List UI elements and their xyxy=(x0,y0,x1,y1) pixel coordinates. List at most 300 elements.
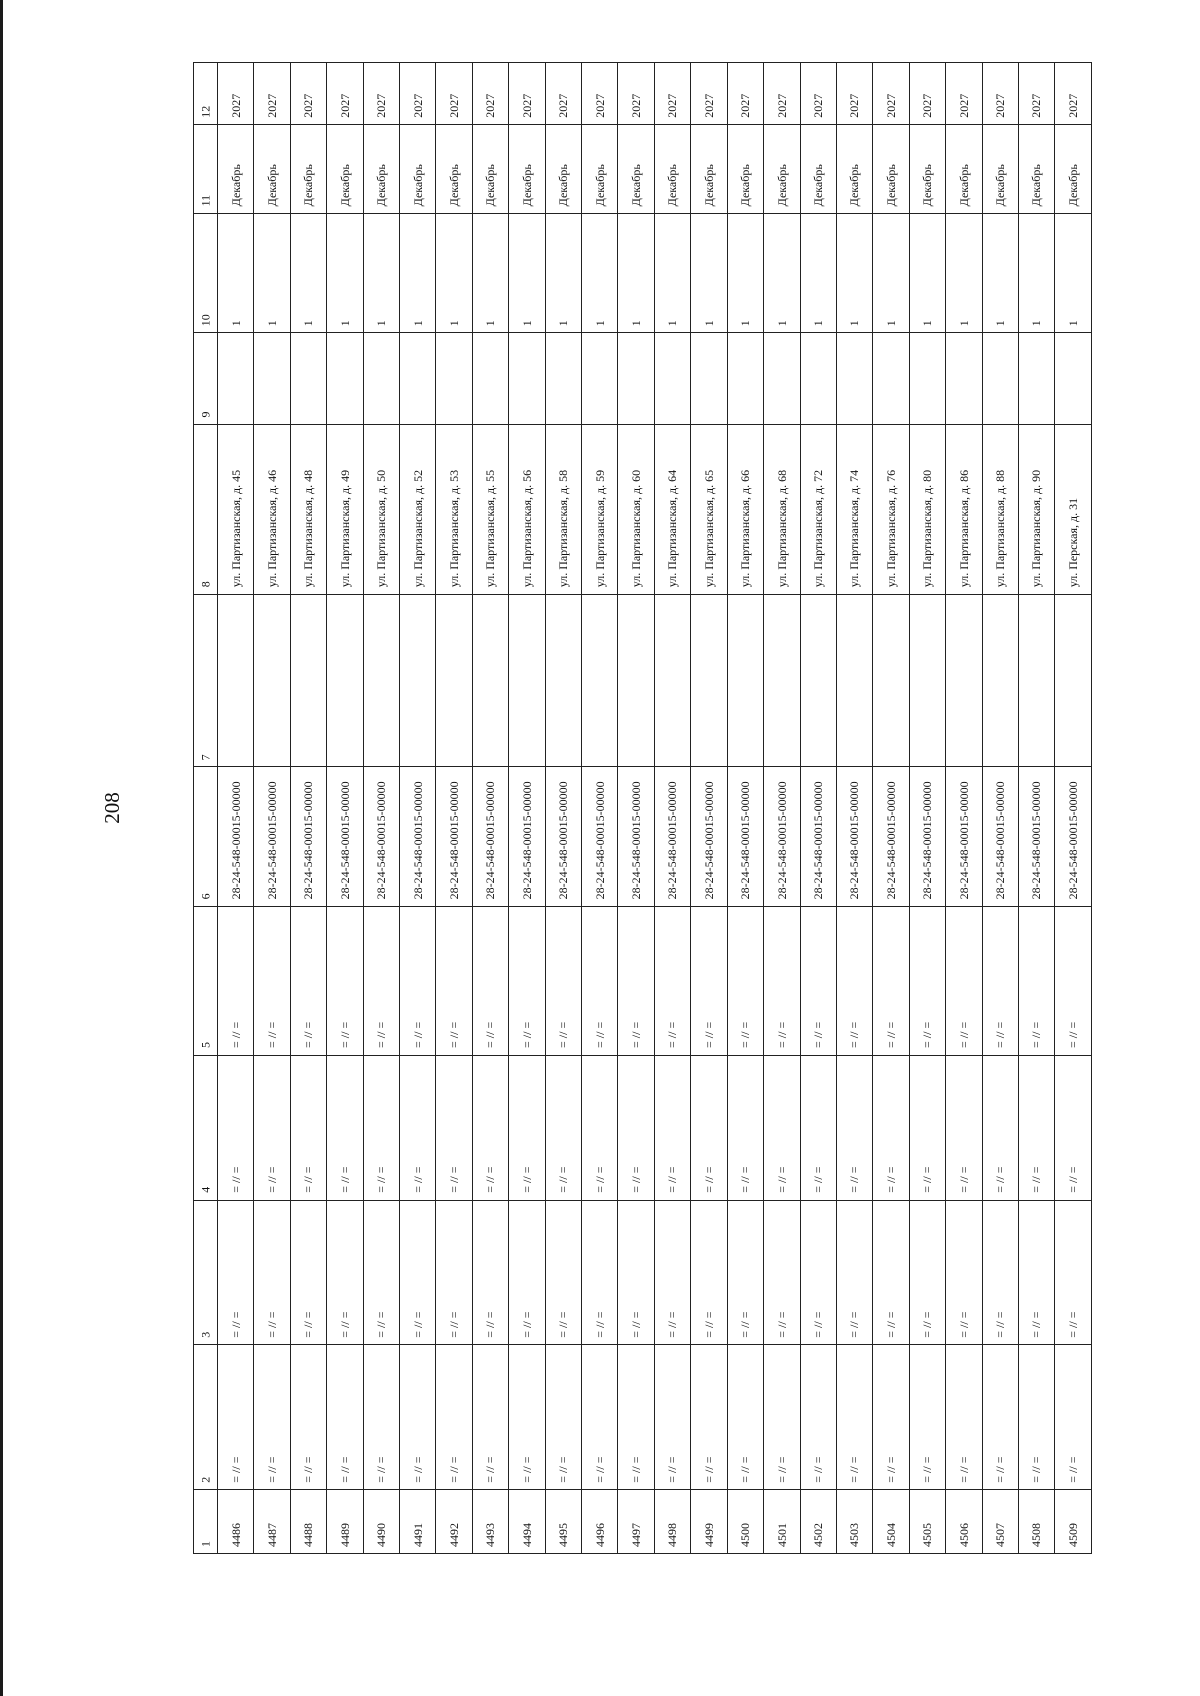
table-cell-c9 xyxy=(618,333,654,425)
table-cell-c2: = // = xyxy=(509,1345,545,1490)
table-cell-c11: Декабрь xyxy=(654,124,690,213)
table-cell-c8: ул. Партизанская, д. 45 xyxy=(218,424,254,594)
table-cell-c6: 28-24-548-00015-00000 xyxy=(764,767,800,906)
table-cell-c10: 1 xyxy=(691,214,727,333)
table-cell-c9 xyxy=(1018,333,1054,425)
table-cell-c9 xyxy=(946,333,982,425)
table-cell-c9 xyxy=(800,333,836,425)
table-cell-c11: Декабрь xyxy=(545,124,581,213)
table-cell-c4: = // = xyxy=(436,1055,472,1200)
table-cell-c10: 1 xyxy=(1055,214,1091,333)
table-field-band-5 xyxy=(194,906,1092,1055)
table-cell-c11: Декабрь xyxy=(363,124,399,213)
table-cell-c1: 4489 xyxy=(327,1490,363,1554)
table-cell-c7 xyxy=(545,595,581,767)
table-cell-c5: = // = xyxy=(1055,906,1091,1055)
column-header: 3 xyxy=(194,1200,218,1345)
table-cell-c2: = // = xyxy=(654,1345,690,1490)
table-field-band-10 xyxy=(194,214,1092,333)
table-cell-c8: ул. Партизанская, д. 72 xyxy=(800,424,836,594)
table-cell-c8: ул. Партизанская, д. 60 xyxy=(618,424,654,594)
table-cell-c1: 4501 xyxy=(764,1490,800,1554)
table-cell-c2: = // = xyxy=(472,1345,508,1490)
table-cell-c6: 28-24-548-00015-00000 xyxy=(909,767,945,906)
table-cell-c9 xyxy=(472,333,508,425)
table-cell-c5: = // = xyxy=(873,906,909,1055)
table-cell-c7 xyxy=(873,595,909,767)
table-cell-c8: ул. Партизанская, д. 74 xyxy=(836,424,872,594)
table-cell-c4: = // = xyxy=(327,1055,363,1200)
table-cell-c2: = // = xyxy=(218,1345,254,1490)
table-cell-c8: ул. Партизанская, д. 90 xyxy=(1018,424,1054,594)
table-cell-c9 xyxy=(873,333,909,425)
table-cell-c1: 4499 xyxy=(691,1490,727,1554)
table-cell-c2: = // = xyxy=(363,1345,399,1490)
table-cell-c9 xyxy=(363,333,399,425)
table-cell-c7 xyxy=(654,595,690,767)
table-cell-c8: ул. Партизанская, д. 76 xyxy=(873,424,909,594)
table-cell-c3: = // = xyxy=(654,1200,690,1345)
table-cell-c1: 4507 xyxy=(982,1490,1018,1554)
table-cell-c6: 28-24-548-00015-00000 xyxy=(545,767,581,906)
table-cell-c11: Декабрь xyxy=(1018,124,1054,213)
table-cell-c4: = // = xyxy=(654,1055,690,1200)
table-cell-c5: = // = xyxy=(1018,906,1054,1055)
table-cell-c4: = // = xyxy=(400,1055,436,1200)
column-header: 2 xyxy=(194,1345,218,1490)
table-cell-c3: = // = xyxy=(254,1200,290,1345)
table-cell-c5: = // = xyxy=(509,906,545,1055)
table-cell-c5: = // = xyxy=(946,906,982,1055)
table-cell-c7 xyxy=(472,595,508,767)
table-cell-c12: 2027 xyxy=(218,63,254,125)
table-cell-c8: ул. Партизанская, д. 53 xyxy=(436,424,472,594)
table-cell-c8: ул. Партизанская, д. 56 xyxy=(509,424,545,594)
table-cell-c11: Декабрь xyxy=(218,124,254,213)
table-cell-c3: = // = xyxy=(582,1200,618,1345)
table-cell-c5: = // = xyxy=(800,906,836,1055)
column-header: 12 xyxy=(194,63,218,125)
table-cell-c4: = // = xyxy=(1055,1055,1091,1200)
table-cell-c3: = // = xyxy=(509,1200,545,1345)
table-cell-c12: 2027 xyxy=(290,63,326,125)
table-cell-c11: Декабрь xyxy=(400,124,436,213)
table-container xyxy=(193,62,1091,1554)
table-cell-c3: = // = xyxy=(909,1200,945,1345)
table-cell-c12: 2027 xyxy=(654,63,690,125)
table-cell-c8: ул. Партизанская, д. 80 xyxy=(909,424,945,594)
table-cell-c7 xyxy=(800,595,836,767)
table-cell-c7 xyxy=(363,595,399,767)
table-cell-c4: = // = xyxy=(472,1055,508,1200)
table-cell-c6: 28-24-548-00015-00000 xyxy=(363,767,399,906)
table-cell-c2: = // = xyxy=(727,1345,763,1490)
table-field-band-4 xyxy=(194,1055,1092,1200)
table-cell-c6: 28-24-548-00015-00000 xyxy=(509,767,545,906)
table-cell-c1: 4505 xyxy=(909,1490,945,1554)
table-cell-c5: = // = xyxy=(982,906,1018,1055)
table-cell-c10: 1 xyxy=(472,214,508,333)
table-cell-c3: = // = xyxy=(946,1200,982,1345)
table-cell-c7 xyxy=(327,595,363,767)
table-cell-c9 xyxy=(582,333,618,425)
table-cell-c5: = // = xyxy=(545,906,581,1055)
table-cell-c3: = // = xyxy=(327,1200,363,1345)
table-cell-c7 xyxy=(764,595,800,767)
table-cell-c10: 1 xyxy=(764,214,800,333)
table-cell-c6: 28-24-548-00015-00000 xyxy=(982,767,1018,906)
page-number: 208 xyxy=(99,792,124,824)
table-cell-c1: 4487 xyxy=(254,1490,290,1554)
table-cell-c6: 28-24-548-00015-00000 xyxy=(254,767,290,906)
table-cell-c6: 28-24-548-00015-00000 xyxy=(1055,767,1091,906)
table-cell-c2: = // = xyxy=(290,1345,326,1490)
table-cell-c11: Декабрь xyxy=(436,124,472,213)
table-cell-c2: = // = xyxy=(327,1345,363,1490)
table-cell-c10: 1 xyxy=(618,214,654,333)
table-cell-c7 xyxy=(982,595,1018,767)
table-cell-c1: 4500 xyxy=(727,1490,763,1554)
table-cell-c9 xyxy=(290,333,326,425)
table-cell-c7 xyxy=(946,595,982,767)
table-cell-c7 xyxy=(509,595,545,767)
table-cell-c5: = // = xyxy=(582,906,618,1055)
table-cell-c11: Декабрь xyxy=(618,124,654,213)
table-cell-c4: = // = xyxy=(836,1055,872,1200)
table-cell-c10: 1 xyxy=(909,214,945,333)
table-cell-c2: = // = xyxy=(1018,1345,1054,1490)
table-cell-c12: 2027 xyxy=(1018,63,1054,125)
table-cell-c12: 2027 xyxy=(400,63,436,125)
table-cell-c1: 4504 xyxy=(873,1490,909,1554)
table-cell-c6: 28-24-548-00015-00000 xyxy=(582,767,618,906)
table-cell-c4: = // = xyxy=(873,1055,909,1200)
table-cell-c1: 4495 xyxy=(545,1490,581,1554)
table-cell-c6: 28-24-548-00015-00000 xyxy=(1018,767,1054,906)
table-cell-c8: ул. Партизанская, д. 58 xyxy=(545,424,581,594)
table-field-band-2 xyxy=(194,1345,1092,1490)
table-cell-c5: = // = xyxy=(836,906,872,1055)
table-cell-c3: = // = xyxy=(1055,1200,1091,1345)
table-cell-c7 xyxy=(691,595,727,767)
table-cell-c3: = // = xyxy=(400,1200,436,1345)
table-cell-c9 xyxy=(254,333,290,425)
table-cell-c11: Декабрь xyxy=(509,124,545,213)
table-cell-c9 xyxy=(654,333,690,425)
table-cell-c1: 4502 xyxy=(800,1490,836,1554)
table-cell-c1: 4496 xyxy=(582,1490,618,1554)
page-edge-line xyxy=(0,0,3,1696)
table-cell-c3: = // = xyxy=(764,1200,800,1345)
table-cell-c7 xyxy=(618,595,654,767)
table-cell-c10: 1 xyxy=(509,214,545,333)
table-cell-c10: 1 xyxy=(400,214,436,333)
column-header: 6 xyxy=(194,767,218,906)
table-cell-c4: = // = xyxy=(363,1055,399,1200)
table-cell-c9 xyxy=(436,333,472,425)
table-field-band-1 xyxy=(194,1490,1092,1554)
table-cell-c9 xyxy=(509,333,545,425)
table-cell-c1: 4494 xyxy=(509,1490,545,1554)
table-cell-c3: = // = xyxy=(836,1200,872,1345)
table-cell-c12: 2027 xyxy=(727,63,763,125)
table-cell-c2: = // = xyxy=(545,1345,581,1490)
table-cell-c3: = // = xyxy=(218,1200,254,1345)
table-cell-c10: 1 xyxy=(290,214,326,333)
table-cell-c12: 2027 xyxy=(254,63,290,125)
table-cell-c5: = // = xyxy=(436,906,472,1055)
table-cell-c6: 28-24-548-00015-00000 xyxy=(327,767,363,906)
table-cell-c12: 2027 xyxy=(436,63,472,125)
table-cell-c12: 2027 xyxy=(909,63,945,125)
table-cell-c10: 1 xyxy=(800,214,836,333)
table-cell-c1: 4508 xyxy=(1018,1490,1054,1554)
table-cell-c8: ул. Перская, д. 31 xyxy=(1055,424,1091,594)
table-cell-c9 xyxy=(218,333,254,425)
table-cell-c5: = // = xyxy=(691,906,727,1055)
table-cell-c8: ул. Партизанская, д. 65 xyxy=(691,424,727,594)
table-cell-c11: Декабрь xyxy=(836,124,872,213)
table-cell-c9 xyxy=(727,333,763,425)
table-cell-c3: = // = xyxy=(1018,1200,1054,1345)
table-cell-c2: = // = xyxy=(436,1345,472,1490)
table-cell-c2: = // = xyxy=(873,1345,909,1490)
table-field-band-6 xyxy=(194,767,1092,906)
table-cell-c1: 4491 xyxy=(400,1490,436,1554)
table-cell-c4: = // = xyxy=(254,1055,290,1200)
table-cell-c12: 2027 xyxy=(982,63,1018,125)
table-cell-c12: 2027 xyxy=(873,63,909,125)
table-cell-c3: = // = xyxy=(290,1200,326,1345)
table-cell-c3: = // = xyxy=(873,1200,909,1345)
table-cell-c10: 1 xyxy=(836,214,872,333)
table-cell-c4: = // = xyxy=(218,1055,254,1200)
table-cell-c11: Декабрь xyxy=(327,124,363,213)
table-cell-c1: 4493 xyxy=(472,1490,508,1554)
table-cell-c9 xyxy=(836,333,872,425)
table-cell-c3: = // = xyxy=(436,1200,472,1345)
table-cell-c4: = // = xyxy=(545,1055,581,1200)
table-cell-c3: = // = xyxy=(800,1200,836,1345)
table-cell-c5: = // = xyxy=(254,906,290,1055)
table-cell-c1: 4486 xyxy=(218,1490,254,1554)
table-cell-c9 xyxy=(1055,333,1091,425)
table-cell-c10: 1 xyxy=(545,214,581,333)
table-cell-c10: 1 xyxy=(582,214,618,333)
table-cell-c10: 1 xyxy=(436,214,472,333)
table-cell-c2: = // = xyxy=(800,1345,836,1490)
table-cell-c7 xyxy=(254,595,290,767)
table-cell-c10: 1 xyxy=(982,214,1018,333)
table-cell-c11: Декабрь xyxy=(472,124,508,213)
table-cell-c9 xyxy=(327,333,363,425)
table-cell-c4: = // = xyxy=(509,1055,545,1200)
table-cell-c11: Декабрь xyxy=(691,124,727,213)
table-cell-c9 xyxy=(909,333,945,425)
table-cell-c12: 2027 xyxy=(618,63,654,125)
register-table xyxy=(193,62,1092,1554)
table-cell-c11: Декабрь xyxy=(727,124,763,213)
table-cell-c7 xyxy=(727,595,763,767)
table-cell-c6: 28-24-548-00015-00000 xyxy=(691,767,727,906)
table-cell-c10: 1 xyxy=(363,214,399,333)
table-cell-c10: 1 xyxy=(654,214,690,333)
table-cell-c1: 4503 xyxy=(836,1490,872,1554)
table-cell-c7 xyxy=(582,595,618,767)
table-cell-c12: 2027 xyxy=(946,63,982,125)
table-cell-c5: = // = xyxy=(400,906,436,1055)
table-field-band-11 xyxy=(194,124,1092,213)
table-cell-c5: = // = xyxy=(290,906,326,1055)
table-cell-c4: = // = xyxy=(909,1055,945,1200)
table-cell-c12: 2027 xyxy=(800,63,836,125)
table-cell-c1: 4497 xyxy=(618,1490,654,1554)
table-cell-c10: 1 xyxy=(1018,214,1054,333)
table-field-band-3 xyxy=(194,1200,1092,1345)
rotated-table-frame xyxy=(193,62,1091,1554)
table-cell-c11: Декабрь xyxy=(582,124,618,213)
column-header: 5 xyxy=(194,906,218,1055)
table-cell-c12: 2027 xyxy=(1055,63,1091,125)
table-cell-c3: = // = xyxy=(472,1200,508,1345)
table-cell-c12: 2027 xyxy=(327,63,363,125)
table-cell-c3: = // = xyxy=(363,1200,399,1345)
table-cell-c10: 1 xyxy=(327,214,363,333)
table-cell-c1: 4509 xyxy=(1055,1490,1091,1554)
table-cell-c12: 2027 xyxy=(363,63,399,125)
table-cell-c9 xyxy=(982,333,1018,425)
table-cell-c7 xyxy=(836,595,872,767)
table-cell-c8: ул. Партизанская, д. 55 xyxy=(472,424,508,594)
table-cell-c7 xyxy=(1055,595,1091,767)
table-field-band-12 xyxy=(194,63,1092,125)
table-cell-c4: = // = xyxy=(290,1055,326,1200)
table-cell-c4: = // = xyxy=(764,1055,800,1200)
table-cell-c6: 28-24-548-00015-00000 xyxy=(800,767,836,906)
table-cell-c12: 2027 xyxy=(764,63,800,125)
table-cell-c8: ул. Партизанская, д. 68 xyxy=(764,424,800,594)
table-cell-c6: 28-24-548-00015-00000 xyxy=(290,767,326,906)
table-cell-c10: 1 xyxy=(254,214,290,333)
column-header: 9 xyxy=(194,333,218,425)
table-cell-c8: ул. Партизанская, д. 86 xyxy=(946,424,982,594)
column-header: 4 xyxy=(194,1055,218,1200)
table-cell-c7 xyxy=(218,595,254,767)
table-cell-c6: 28-24-548-00015-00000 xyxy=(727,767,763,906)
table-cell-c12: 2027 xyxy=(545,63,581,125)
table-cell-c9 xyxy=(545,333,581,425)
table-field-band-7 xyxy=(194,595,1092,767)
table-cell-c4: = // = xyxy=(800,1055,836,1200)
table-cell-c8: ул. Партизанская, д. 59 xyxy=(582,424,618,594)
table-cell-c3: = // = xyxy=(618,1200,654,1345)
table-cell-c6: 28-24-548-00015-00000 xyxy=(618,767,654,906)
table-cell-c12: 2027 xyxy=(582,63,618,125)
table-cell-c2: = // = xyxy=(691,1345,727,1490)
table-cell-c4: = // = xyxy=(727,1055,763,1200)
table-cell-c8: ул. Партизанская, д. 88 xyxy=(982,424,1018,594)
table-cell-c2: = // = xyxy=(582,1345,618,1490)
table-cell-c3: = // = xyxy=(691,1200,727,1345)
table-cell-c1: 4492 xyxy=(436,1490,472,1554)
table-field-band-9 xyxy=(194,333,1092,425)
table-cell-c7 xyxy=(290,595,326,767)
table-cell-c4: = // = xyxy=(691,1055,727,1200)
table-cell-c3: = // = xyxy=(982,1200,1018,1345)
table-cell-c11: Декабрь xyxy=(946,124,982,213)
table-cell-c11: Декабрь xyxy=(982,124,1018,213)
column-header: 8 xyxy=(194,424,218,594)
table-cell-c6: 28-24-548-00015-00000 xyxy=(472,767,508,906)
table-cell-c8: ул. Партизанская, д. 50 xyxy=(363,424,399,594)
table-cell-c12: 2027 xyxy=(472,63,508,125)
table-cell-c6: 28-24-548-00015-00000 xyxy=(946,767,982,906)
table-cell-c4: = // = xyxy=(982,1055,1018,1200)
table-cell-c1: 4506 xyxy=(946,1490,982,1554)
table-cell-c7 xyxy=(436,595,472,767)
table-cell-c11: Декабрь xyxy=(254,124,290,213)
table-cell-c9 xyxy=(691,333,727,425)
table-cell-c5: = // = xyxy=(618,906,654,1055)
table-cell-c8: ул. Партизанская, д. 52 xyxy=(400,424,436,594)
table-cell-c6: 28-24-548-00015-00000 xyxy=(873,767,909,906)
table-cell-c12: 2027 xyxy=(691,63,727,125)
table-cell-c6: 28-24-548-00015-00000 xyxy=(400,767,436,906)
table-cell-c1: 4488 xyxy=(290,1490,326,1554)
table-cell-c4: = // = xyxy=(618,1055,654,1200)
table-cell-c1: 4490 xyxy=(363,1490,399,1554)
table-cell-c2: = // = xyxy=(946,1345,982,1490)
table-cell-c11: Декабрь xyxy=(873,124,909,213)
table-cell-c2: = // = xyxy=(254,1345,290,1490)
table-cell-c8: ул. Партизанская, д. 64 xyxy=(654,424,690,594)
table-cell-c12: 2027 xyxy=(509,63,545,125)
table-cell-c2: = // = xyxy=(982,1345,1018,1490)
table-cell-c6: 28-24-548-00015-00000 xyxy=(836,767,872,906)
table-cell-c10: 1 xyxy=(873,214,909,333)
table-cell-c5: = // = xyxy=(654,906,690,1055)
table-cell-c3: = // = xyxy=(545,1200,581,1345)
table-cell-c5: = // = xyxy=(764,906,800,1055)
table-body xyxy=(194,63,1092,1554)
table-cell-c9 xyxy=(764,333,800,425)
column-header: 11 xyxy=(194,124,218,213)
table-cell-c7 xyxy=(1018,595,1054,767)
table-cell-c4: = // = xyxy=(946,1055,982,1200)
table-cell-c7 xyxy=(400,595,436,767)
table-cell-c6: 28-24-548-00015-00000 xyxy=(654,767,690,906)
table-cell-c12: 2027 xyxy=(836,63,872,125)
table-cell-c8: ул. Партизанская, д. 48 xyxy=(290,424,326,594)
table-cell-c2: = // = xyxy=(400,1345,436,1490)
table-cell-c1: 4498 xyxy=(654,1490,690,1554)
table-cell-c7 xyxy=(909,595,945,767)
table-cell-c3: = // = xyxy=(727,1200,763,1345)
table-cell-c2: = // = xyxy=(909,1345,945,1490)
table-cell-c8: ул. Партизанская, д. 49 xyxy=(327,424,363,594)
table-field-band-8 xyxy=(194,424,1092,594)
table-cell-c2: = // = xyxy=(764,1345,800,1490)
table-cell-c9 xyxy=(400,333,436,425)
table-cell-c10: 1 xyxy=(218,214,254,333)
table-cell-c5: = // = xyxy=(218,906,254,1055)
table-cell-c2: = // = xyxy=(618,1345,654,1490)
table-cell-c6: 28-24-548-00015-00000 xyxy=(218,767,254,906)
table-cell-c5: = // = xyxy=(727,906,763,1055)
table-cell-c4: = // = xyxy=(1018,1055,1054,1200)
column-header: 1 xyxy=(194,1490,218,1554)
table-cell-c8: ул. Партизанская, д. 66 xyxy=(727,424,763,594)
